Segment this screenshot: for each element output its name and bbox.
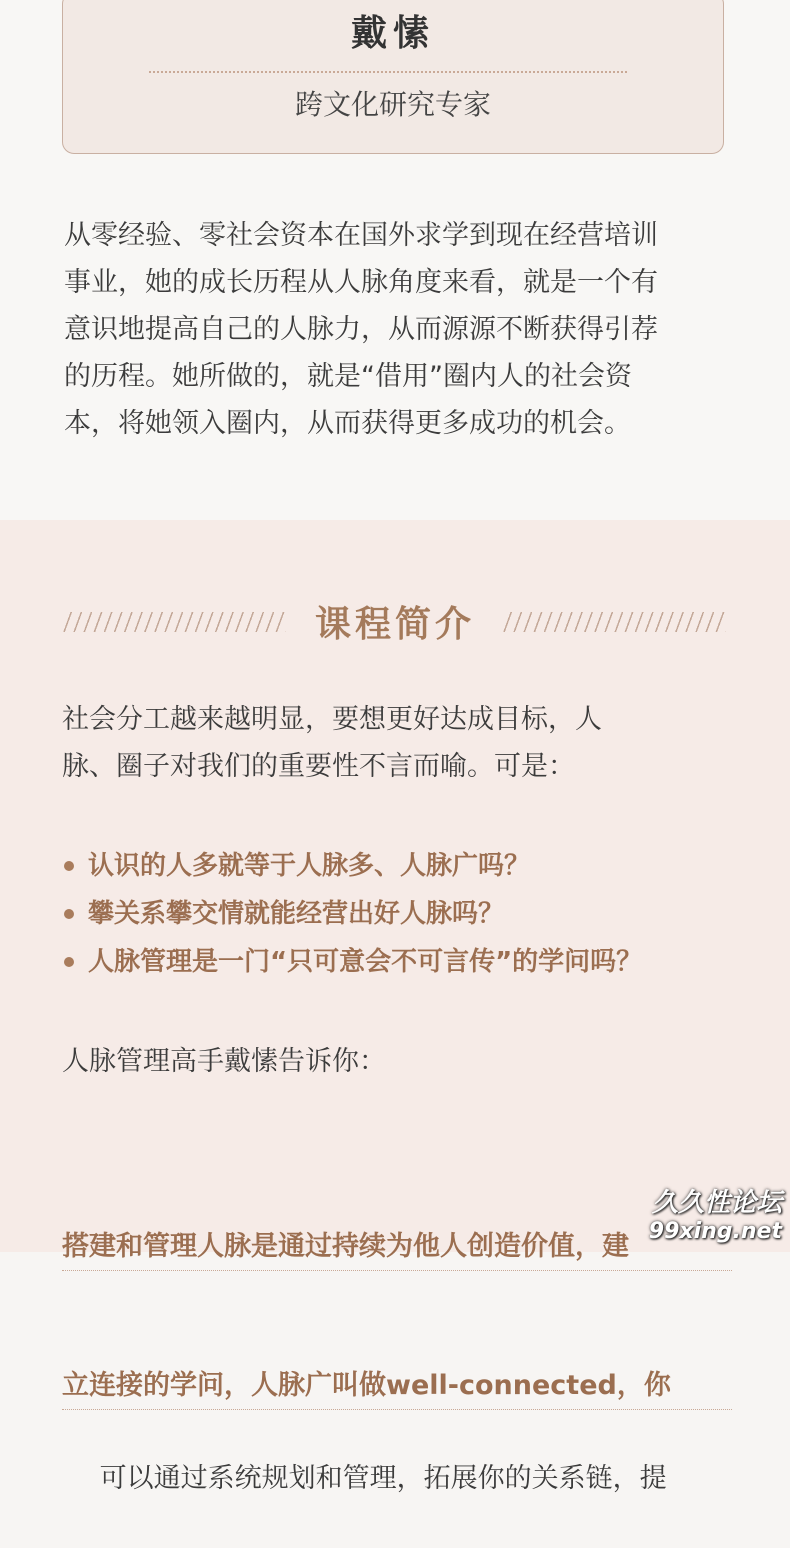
body-line: 可以通过系统规划和管理，拓展你的关系链，提 (99, 1463, 667, 1494)
watermark (649, 1182, 782, 1244)
expert-intro: 人脉管理高手戴愫告诉你： (62, 1046, 386, 1077)
lecturer-card (62, 0, 724, 154)
question-text: 认识的人多就等于人脉多、人脉广吗？ (88, 851, 531, 881)
watermark-url: 99xing.net (648, 1219, 782, 1244)
bullet-icon (64, 861, 74, 871)
bio-line: 的历程。她所做的，就是“借用”圈内人的社会资 (64, 361, 632, 392)
hatch-decoration-right (502, 612, 726, 632)
highlight-line: 立连接的学问，人脉广叫做well-connected，你 (62, 1363, 732, 1410)
question-list (62, 842, 762, 986)
section-title: 课程简介 (314, 604, 475, 645)
bio-line: 本，将她领入圈内，从而获得更多成功的机会。 (64, 408, 631, 439)
lecturer-name: 戴愫 (350, 13, 435, 54)
bullet-icon (64, 909, 74, 919)
intro-line: 脉、圈子对我们的重要性不言而喻。可是： (62, 751, 575, 782)
question-item (62, 890, 762, 938)
question-item (62, 938, 762, 986)
highlight-line: 搭建和管理人脉是通过持续为他人创造价值，建 (62, 1224, 732, 1271)
question-text: 攀关系攀交情就能经营出好人脉吗？ (88, 899, 505, 929)
lecturer-bio (64, 212, 730, 447)
bullet-icon (64, 957, 74, 967)
card-divider (149, 71, 627, 73)
watermark-title: 久久性论坛 (651, 1188, 782, 1218)
intro-line: 社会分工越来越明显，要想更好达成目标，人 (62, 704, 602, 735)
course-intro (62, 696, 730, 790)
bio-line: 从零经验、零社会资本在国外求学到现在经营培训 (64, 220, 658, 251)
course-section (0, 520, 790, 1494)
bio-line: 意识地提高自己的人脉力，从而源源不断获得引荐 (64, 314, 658, 345)
question-item (62, 842, 762, 890)
lecturer-section (0, 0, 790, 520)
lecturer-title: 跨文化研究专家 (294, 88, 491, 121)
bio-line: 事业，她的成长历程从人脉角度来看，就是一个有 (64, 267, 658, 298)
key-message (62, 1132, 732, 1548)
section-header (0, 594, 790, 654)
question-text: 人脉管理是一门“只可意会不可言传”的学问吗？ (88, 947, 643, 977)
